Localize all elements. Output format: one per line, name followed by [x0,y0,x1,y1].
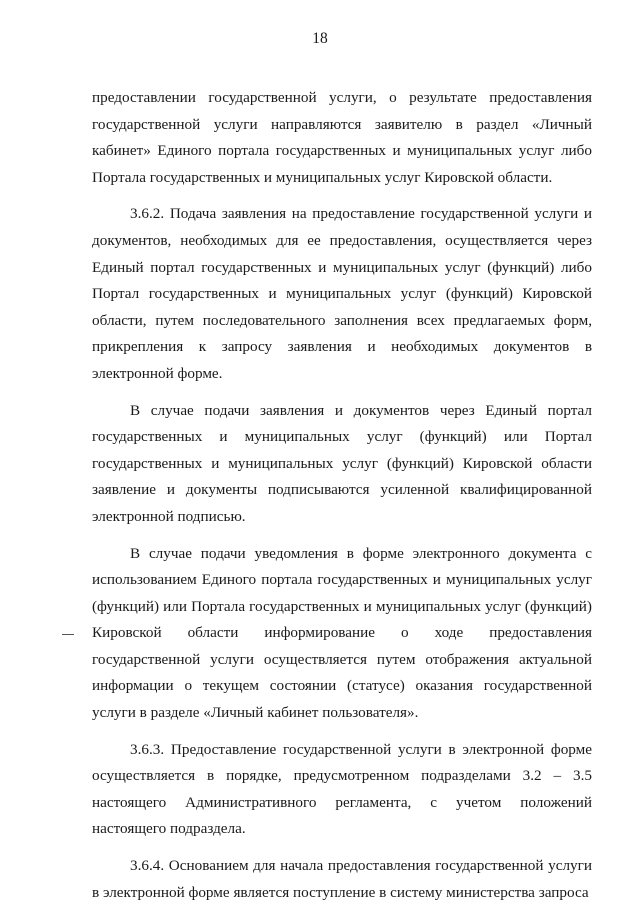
scan-mark [62,634,74,635]
paragraph: 3.6.2. Подача заявления на предоставление государственной услуги и документов, необходимых для ее предоставления, осуществляется через Единый портал государственных и муниципальных услуг (функций) либо Портал государственных и муниципальных услуг (функций) Кировской области, путем последовательного заполнения всех предлагаемых форм, прикрепления к запросу заявления и необходимых документов в электронной форме. [92,205,592,382]
document-body [92,85,592,906]
paragraph: предоставлении государственной услуги, о результате предоставления государственной услуги направляются заявителю в раздел «Личный кабинет» Единого портала государственных и муниципальных услуг либо Портала государственных и муниципальных услуг Кировской области. [92,89,592,186]
paragraph: 3.6.4. Основанием для начала предоставления государственной услуги в электронной форме является поступление в систему министерства запроса [92,857,592,901]
paragraph: 3.6.3. Предоставление государственной услуги в электронной форме осуществляется в порядке, предусмотренном подразделами 3.2 – 3.5 настоящего Административного регламента, с учетом положений настоящего подраздела. [92,740,592,838]
page-number: 18 [312,30,328,47]
paragraph: В случае подачи уведомления в форме электронного документа с использованием Единого портала государственных и муниципальных услуг (функций) или Портала государственных и муниципальных услуг (функций) Кировской области информирование о ходе предоставления государственной услуги осуществляется путем отображения актуальной информации о текущем состоянии (статусе) оказания государственной услуги в разделе «Личный кабинет пользователя». [92,544,592,722]
paragraph: В случае подачи заявления и документов через Единый портал государственных и муниципальных услуг (функций) или Портал государственных и муниципальных услуг (функций) Кировской области заявление и документы подписываются усиленной квалифицированной электронной подписью. [92,401,592,525]
